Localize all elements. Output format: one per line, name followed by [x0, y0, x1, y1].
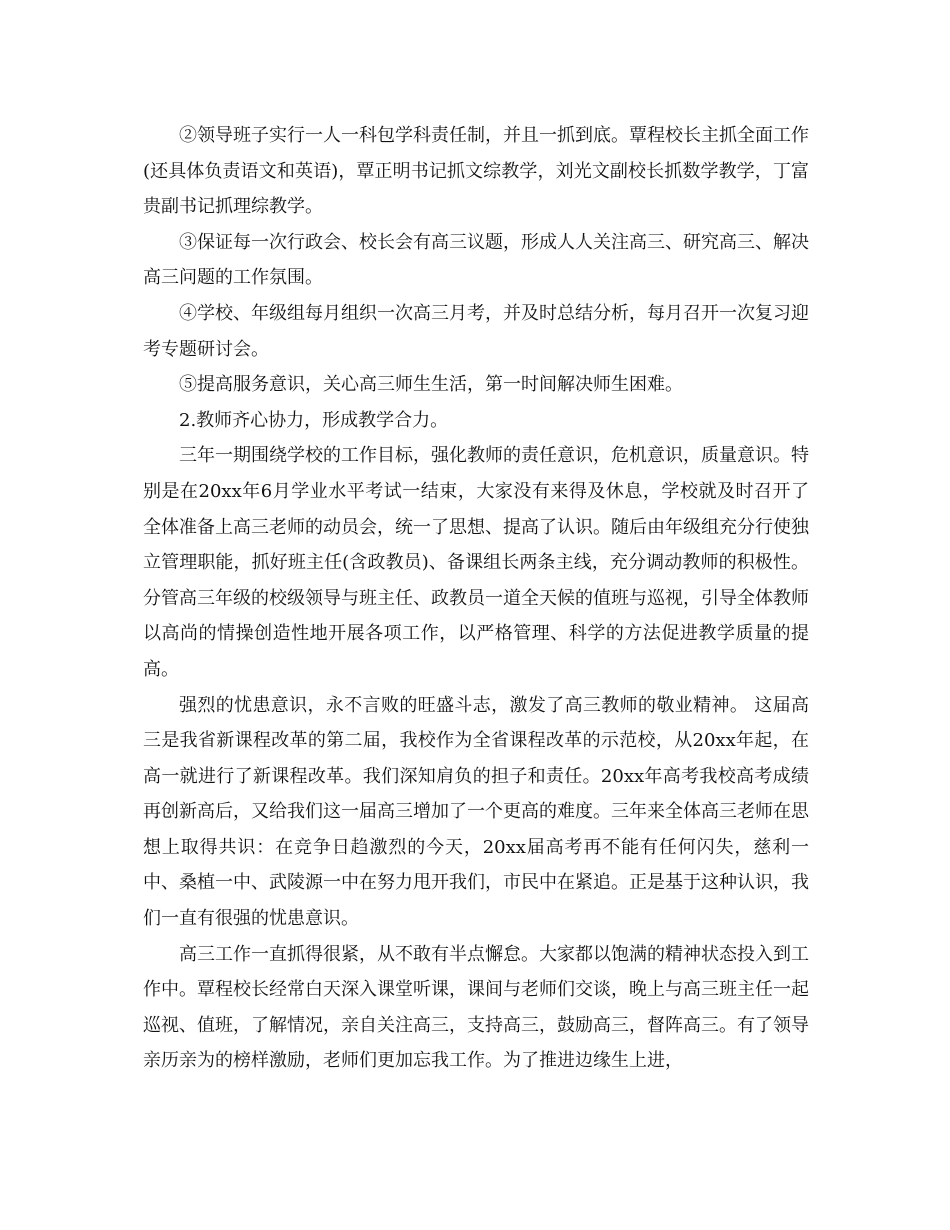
section-heading-teacher-cooperation: 2.教师齐心协力，形成教学合力。 [179, 409, 449, 431]
paragraph-work-goals: 三年一期围绕学校的工作目标，强化教师的责任意识，危机意识，质量意识。特别是在20xx年6月学业水平考试一结束，大家没有来得及休息，学校就及时召开了全体准备上高三老师的动员会，统一了思想、提高了认识。随后由年级组充分行使独立管理职能，抓好班主任(含政教员)、备课组长两条主线，充分调动教师的积极性。分管高三年级的校级领导与班主任、政教员一道全天候的值班与巡视，引导全体教师以高尚的情操创造性地开展各项工作，以严格管理、科学的方法促进教学质量的提高。 [143, 445, 809, 680]
paragraph-monthly-exam: ④学校、年级组每月组织一次高三月考，并及时总结分析，每月召开一次复习迎考专题研讨会。 [143, 302, 809, 360]
paragraph-service-awareness: ⑤提高服务意识，关心高三师生生活，第一时间解决师生困难。 [179, 374, 683, 396]
paragraph-leadership-responsibility: ②领导班子实行一人一科包学科责任制，并且一抓到底。覃程校长主抓全面工作(还具体负责语文和英语)，覃正明书记抓文综教学，刘光文副校长抓数学教学，丁富贵副书记抓理综教学。 [143, 125, 809, 218]
paragraph-senior-work: 高三工作一直抓得很紧，从不敢有半点懈怠。大家都以饱满的精神状态投入到工作中。覃程校长经常白天深入课堂听课，课间与老师们交谈，晚上与高三班主任一起巡视、值班，了解情况，亲自关注高三，支持高三，鼓励高三，督阵高三。有了领导亲历亲为的榜样激励，老师们更加忘我工作。为了推进边缘生上进， [143, 943, 809, 1072]
document-body [143, 118, 809, 1079]
paragraph-meeting-agenda: ③保证每一次行政会、校长会有高三议题，形成人人关注高三、研究高三、解决高三问题的工作氛围。 [143, 231, 809, 289]
paragraph-crisis-awareness: 强烈的忧患意识，永不言败的旺盛斗志，激发了高三教师的敬业精神。 这届高三是我省新课程改革的第二届，我校作为全省课程改革的示范校，从20xx年起，在高一就进行了新课程改革。我们深知肩负的担子和责任。20xx年高考我校高考成绩再创新高后，又给我们这一届高三增加了一个更高的难度。三年来全体高三老师在思想上取得共识：在竞争日趋激烈的今天，20xx届高考再不能有任何闪失，慈利一中、桑植一中、武陵源一中在努力甩开我们，市民中在紧追。正是基于这种认识，我们一直有很强的忧患意识。 [143, 694, 809, 930]
